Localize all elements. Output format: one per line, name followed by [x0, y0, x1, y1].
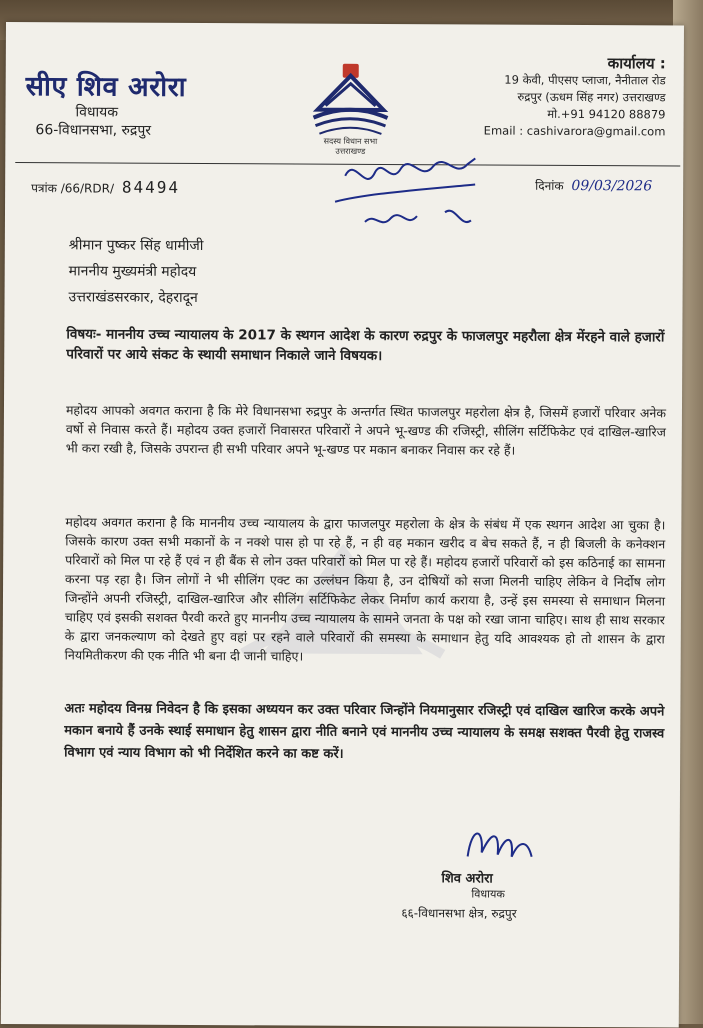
addressee-block — [68, 232, 203, 311]
office-phone: मो.+91 94120 88879 — [547, 106, 666, 122]
mla-designation: विधायक — [75, 104, 119, 121]
office-line2: रुद्रपुर (ऊधम सिंह नगर) उत्तराखण्ड — [517, 89, 666, 105]
addressee-line1: श्रीमान पुष्कर सिंह धामीजी — [68, 237, 204, 255]
office-address-block — [405, 54, 665, 140]
patrank-number: 84494 — [121, 177, 181, 197]
patrank-value: /66/RDR/ — [60, 181, 115, 196]
dinank-label: दिनांक — [535, 178, 564, 193]
addressee-line3: उत्तराखंडसरकार, देहरादून — [68, 289, 198, 307]
handwritten-endorsement-signature — [325, 134, 516, 245]
signatory-designation: विधायक — [471, 887, 505, 901]
patrank-label: पत्रांक — [31, 181, 57, 196]
signatory-constituency: ६६-विधानसभा क्षेत्र, रुद्रपुर — [401, 906, 517, 921]
mla-constituency: 66-विधानसभा, रुद्रपुर — [35, 122, 152, 139]
letter-page — [1, 22, 684, 1028]
request-paragraph: अतः महोदय विनम्र निवेदन है कि इसका अध्ययन कर उक्त परिवार जिन्होंने नियमानुसार रजिस्ट्री एवं दाखिल खारिज करके अपने मकान बनाये हैं उनके स्थाई समाधान हेतु शासन द्वारा नीति बनाने एवं माननीय उच्च न्यायालय के समक्ष सशक्त पैरवी हेतु राजस्व विभाग एवं न्याय विभाग को भी निर्देशित करने का कष्ट करें। — [64, 701, 665, 762]
office-line1: 19 केवी, पीएसए प्लाजा, नैनीताल रोड — [504, 72, 666, 88]
assembly-logo-icon — [305, 62, 395, 142]
dinank-value: 09/03/2026 — [571, 177, 653, 195]
body-paragraph-2: महोदय अवगत कराना है कि माननीय उच्च न्यायालय के द्वारा फाजलपुर महरोला के क्षेत्र के संबंध में एक स्थगन आदेश आ चुका है। जिसके कारण उक्त सभी मकानों के न नक्शे पास हो पा रहे हैं, न ही वह मकान खरीद व बेच सकते हैं, न ही बिजली के कनेक्शन परिवारों को मिल पा रहे हैं एवं न ही बैंक से लोन उक्त परिवारों को मिल पा रहे हैं। महोदय हजारों परिवारों को इस कठिनाई का सामना करना पड़ रहा है। जिन लोगों ने भी सीलिंग एक्ट का उल्लंघन किया है, उन दोषियों को सजा मिलनी चाहिए लेकिन वे निर्दोष लोग जिन्होंने अपनी रजिस्ट्री, दाखिल-खारिज और सीलिंग सर्टिफिकेट लेकर निर्माण कार्य कराया है, उन्हें इस समस्या से समाधान मिलना चाहिए एवं इसकी सशक्त पैरवी करते हुए माननीय उच्च न्यायालय के सामने जनता के पक्ष को रखा जाना चाहिए। साथ ही साथ सरकार के द्वारा जनकल्याण को देखते हुए वहां पर रहने वाले परिवारों की समस्या के समाधान हेतु यदि आवश्यक हो तो शासन के द्वारा नियमितीकरण की एक नीति भी बना दी जानी चाहिए। — [64, 514, 666, 664]
subject-line: विषयः- माननीय उच्च न्यायालय के 2017 के स्थगन आदेश के कारण रुद्रपुर के फाजलपुर महरौला क्षेत्र मेंरहने वाले हजारों परिवारों पर आये संकट के स्थायी समाधान निकाले जाने विषयक। — [66, 326, 665, 364]
office-title: कार्यालय : — [607, 54, 666, 73]
logo-caption-line1: सदस्य विधान सभा — [323, 136, 378, 146]
office-email: Email : cashivarora@gmail.com — [483, 123, 666, 139]
mla-name: सीए शिव अरोरा — [25, 71, 187, 103]
date — [535, 177, 652, 195]
mla-signature — [462, 816, 542, 866]
reference-number — [31, 177, 180, 197]
body-paragraph-1: महोदय आपको अवगत कराना है कि मेरे विधानसभा रुद्रपुर के अन्तर्गत स्थित फाजलपुर महरोला क्षेत्र है, जिसमें हजारों परिवार अनेक वर्षो से निवास करते हैं। महोदय उक्त हजारों निवासरत परिवारों ने अपने भू-खण्ड की रजिस्ट्री, सीलिंग सर्टिफिकेट एवं दाखिल-खारिज भी करा रखी है, जिसके उपरान्त ही सभी परिवार अपने भू-खण्ड पर मकान बनाकर निवास कर रहे हैं। — [65, 402, 667, 458]
signatory-name: शिव अरोरा — [441, 871, 493, 887]
addressee-line2: माननीय मुख्यमंत्री महोदय — [68, 263, 197, 280]
logo-caption-line2: उत्तराखण्ड — [335, 146, 366, 156]
